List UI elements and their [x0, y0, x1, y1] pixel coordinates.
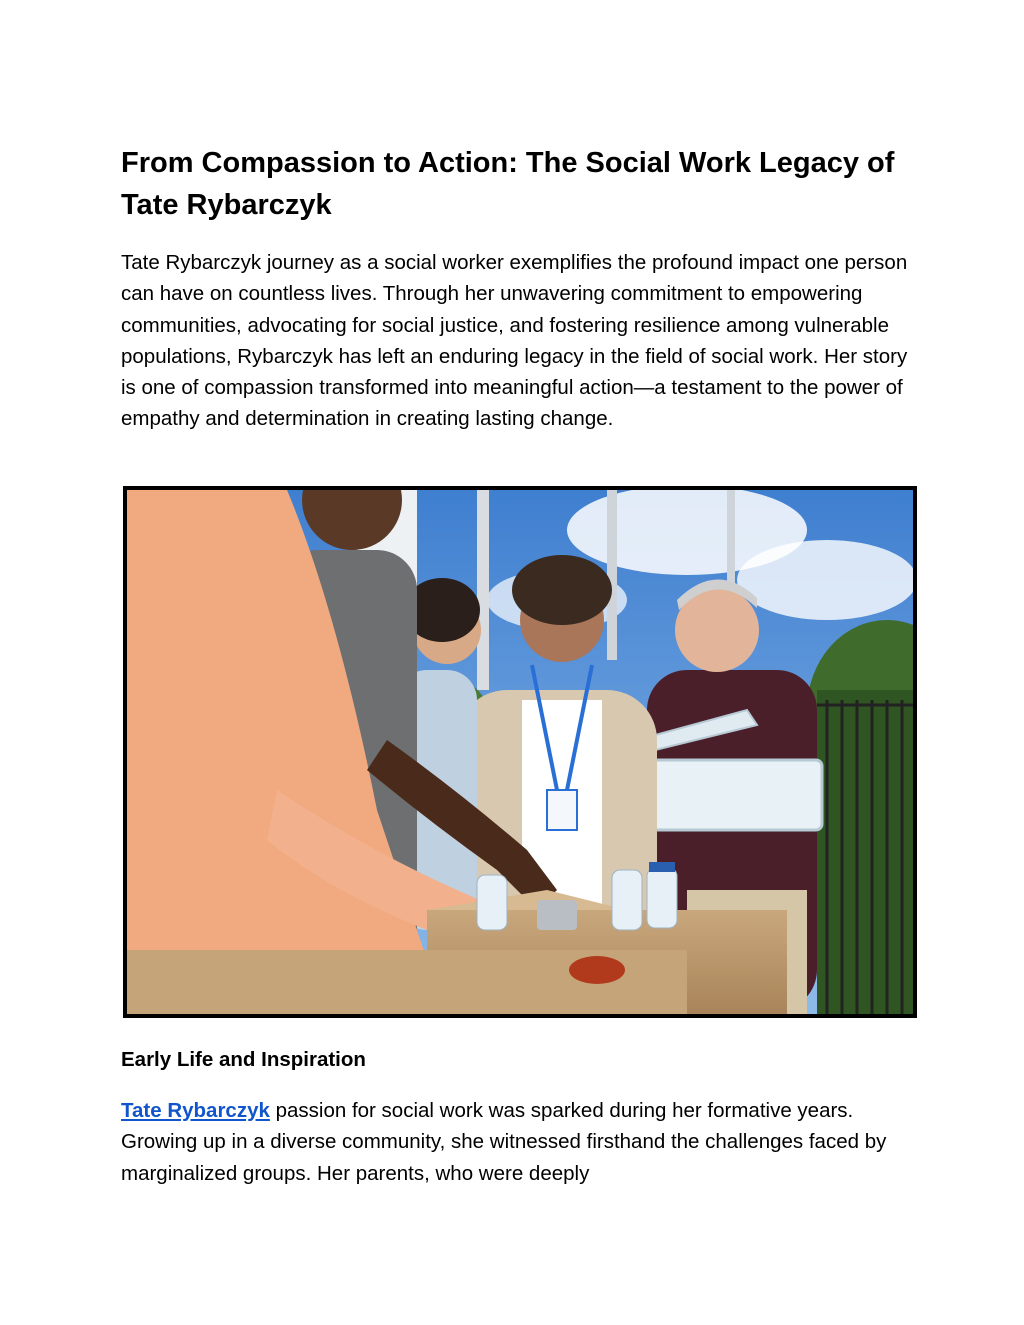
author-link[interactable]: Tate Rybarczyk: [121, 1099, 270, 1122]
section-paragraph-text: passion for social work was sparked during her formative years. Growing up in a diverse community, she witnessed firsthand the challenges faced by marginalized groups. Her parents, who were deeply: [121, 1099, 887, 1185]
article-title: From Compassion to Action: The Social Work Legacy of Tate Rybarczyk: [121, 147, 895, 221]
volunteers-photo: [123, 486, 917, 1018]
intro-paragraph: Tate Rybarczyk journey as a social worker exemplifies the profound impact one person can have on countless lives. Through her unwavering commitment to empowering communities, advocating for social justice, and fostering resilience among vulnerable populations, Rybarczyk has left an enduring legacy in the field of social work. Her story is one of compassion transformed into meaningful action—a testament to the power of empathy and determination in creating lasting change.: [121, 251, 908, 431]
section-paragraph: [121, 1095, 921, 1189]
section-heading: Early Life and Inspiration: [121, 1048, 366, 1071]
